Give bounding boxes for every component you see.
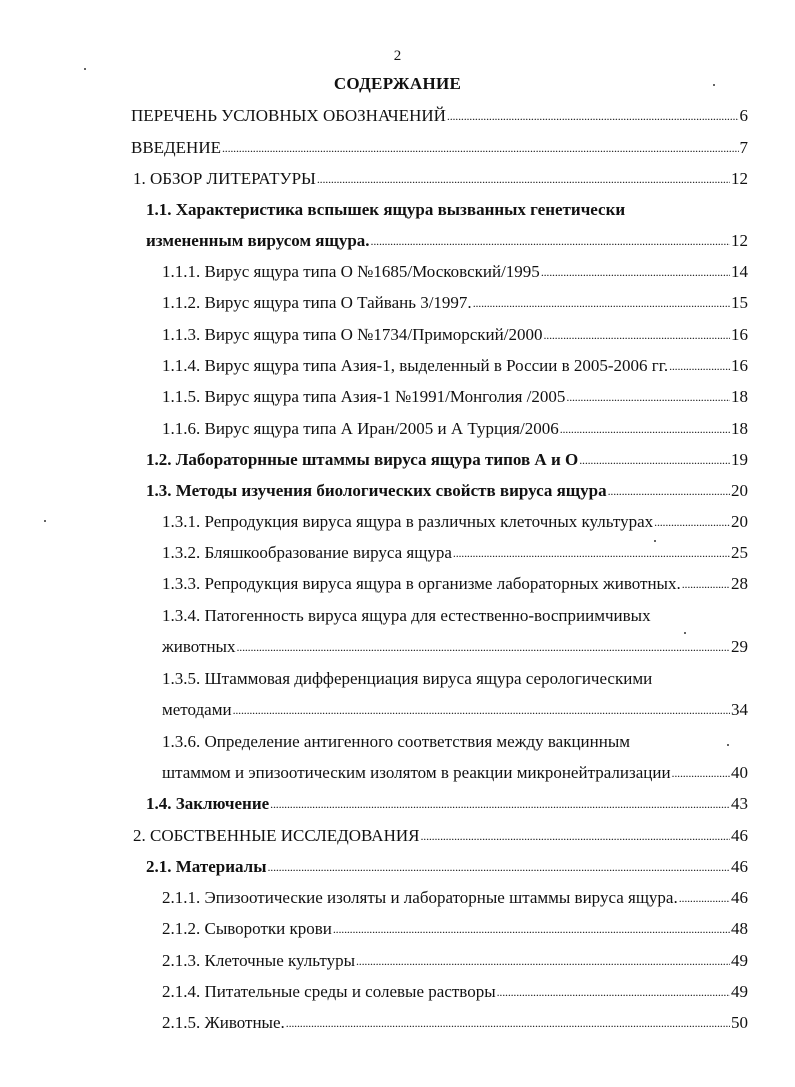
toc-entry [162, 1012, 748, 1034]
toc-entry-page: 40 [731, 763, 748, 782]
toc-leader [669, 354, 730, 377]
toc-entry [162, 386, 748, 408]
toc-entry-page: 48 [731, 919, 748, 938]
toc-entry-page: 18 [731, 387, 748, 406]
toc-entry [162, 668, 748, 690]
toc-leader [453, 541, 730, 564]
toc-leader [420, 824, 730, 847]
toc-entry-page: 12 [731, 169, 748, 188]
toc-entry-title: 1.4. Заключение [146, 794, 270, 813]
toc-entry [162, 918, 748, 940]
toc-entry [162, 324, 748, 346]
toc-entry-title: штаммом и эпизоотическим изолятом в реакции микронейтрализации [162, 763, 671, 782]
toc-leader [543, 323, 730, 346]
toc-leader [233, 698, 730, 721]
toc-entry-page: 43 [731, 794, 748, 813]
toc-entry-page: 14 [731, 262, 748, 281]
toc-entry [146, 480, 748, 502]
toc-entry-title: 1.3.5. Штаммовая дифференциация вируса ящура серологическими [162, 669, 653, 688]
toc-entry [162, 573, 748, 595]
toc-entry-title: 1.3.2. Бляшкообразование вируса ящура [162, 543, 452, 562]
toc-entry-title: 1.1.5. Вирус ящура типа Азия-1 №1991/Монголия /2005 [162, 387, 566, 406]
toc-entry [131, 105, 748, 127]
toc-entry [131, 137, 748, 159]
scan-speck [713, 84, 715, 86]
toc-leader [497, 980, 730, 1003]
toc-entry-title: 1.1.6. Вирус ящура типа А Иран/2005 и А Турция/2006 [162, 419, 559, 438]
toc-leader [286, 1011, 730, 1034]
toc-leader [356, 949, 730, 972]
toc-entry-title: 1.2. Лабораторнные штаммы вируса ящура типов А и О [146, 450, 579, 469]
toc-entry-page: 20 [731, 512, 748, 531]
toc-entry-title: 2.1.2. Сыворотки крови [162, 919, 332, 938]
toc-entry-page: 19 [731, 450, 748, 469]
toc-entry-page: 49 [731, 951, 748, 970]
toc-leader [672, 761, 730, 784]
page-number: 2 [393, 48, 402, 64]
toc-entry [146, 793, 748, 815]
toc-entry-title: 2. СОБСТВЕННЫЕ ИССЛЕДОВАНИЯ [133, 826, 420, 845]
toc-entry [162, 511, 748, 533]
toc-entry-title: ПЕРЕЧЕНЬ УСЛОВНЫХ ОБОЗНАЧЕНИЙ [131, 106, 446, 125]
scan-speck [654, 540, 656, 542]
toc-entry [162, 542, 748, 564]
toc-leader [608, 479, 730, 502]
toc-entry [162, 950, 748, 972]
toc-entry-title: 2.1.4. Питательные среды и солевые растворы [162, 982, 496, 1001]
toc-entry-title: ВВЕДЕНИЕ [131, 138, 221, 157]
toc-entry [162, 636, 748, 658]
toc-entry-page: 28 [731, 574, 748, 593]
toc-entry-page: 49 [731, 982, 748, 1001]
toc-entry-title: 1.3.1. Репродукция вируса ящура в различных клеточных культурах [162, 512, 654, 531]
toc-entry-page: 18 [731, 419, 748, 438]
scan-speck [727, 744, 729, 746]
toc-leader [566, 385, 730, 408]
toc-entry-page: 7 [739, 138, 748, 157]
toc-entry-title: 1.3.6. Определение антигенного соответствия между вакцинным [162, 732, 631, 751]
toc-entry [146, 199, 748, 221]
toc-leader [579, 448, 730, 471]
scan-speck [84, 68, 86, 70]
toc-entry-page: 25 [731, 543, 748, 562]
toc-leader [270, 792, 730, 815]
toc-entry [162, 355, 748, 377]
toc-entry [133, 168, 748, 190]
toc-leader [679, 886, 730, 909]
toc-entry-title: 1.1.4. Вирус ящура типа Азия-1, выделенный в России в 2005-2006 гг. [162, 356, 669, 375]
toc-entry-title: 1.3.3. Репродукция вируса ящура в организме лабораторных животных. [162, 574, 681, 593]
toc-entry [146, 856, 748, 878]
toc-leader [333, 917, 730, 940]
toc-entry-page: 16 [731, 356, 748, 375]
toc-entry [146, 449, 748, 471]
toc-entry-page: 20 [731, 481, 748, 500]
toc-entry-page: 16 [731, 325, 748, 344]
toc-entry-title: 2.1.5. Животные. [162, 1013, 285, 1032]
toc-entry-title: 2.1.3. Клеточные культуры [162, 951, 355, 970]
toc-entry-title: 1.1.3. Вирус ящура типа О №1734/Приморский/2000 [162, 325, 543, 344]
toc-entry-title: 1.1. Характеристика вспышек ящура вызванных генетически [146, 200, 626, 219]
toc-entry-title: измененным вирусом ящура. [146, 231, 370, 250]
toc-entry-page: 46 [731, 826, 748, 845]
toc-entry [133, 825, 748, 847]
toc-entry-title: 1.1.1. Вирус ящура типа О №1685/Московский/1995 [162, 262, 540, 281]
toc-entry-title: 1.1.2. Вирус ящура типа О Тайвань 3/1997. [162, 293, 472, 312]
toc-entry-title: 2.1. Материалы [146, 857, 267, 876]
toc-entry-page: 34 [731, 700, 748, 719]
toc-leader [267, 855, 730, 878]
toc-entry-page: 6 [739, 106, 748, 125]
toc-entry-page: 15 [731, 293, 748, 312]
toc-leader [682, 572, 730, 595]
toc-entry [146, 230, 748, 252]
toc-entry [162, 887, 748, 909]
toc-entry [162, 418, 748, 440]
toc-entry [162, 605, 748, 627]
toc-heading: СОДЕРЖАНИЕ [333, 74, 462, 93]
toc-entry-page: 46 [731, 888, 748, 907]
scan-speck [44, 520, 46, 522]
toc-leader [541, 260, 730, 283]
scan-speck [684, 632, 686, 634]
toc-entry-title: методами [162, 700, 232, 719]
toc-entry-page: 29 [731, 637, 748, 656]
toc-entry [162, 261, 748, 283]
toc-entry [162, 981, 748, 1003]
toc-entry-page: 46 [731, 857, 748, 876]
toc-leader [560, 417, 730, 440]
toc-entry-title: 2.1.1. Эпизоотические изоляты и лабораторные штаммы вируса ящура. [162, 888, 678, 907]
toc-entry [162, 699, 748, 721]
toc-leader [222, 136, 739, 159]
toc-entry [162, 762, 748, 784]
toc-entry-page: 50 [731, 1013, 748, 1032]
toc-leader [236, 635, 730, 658]
toc-entry-title: 1.3. Методы изучения биологических свойств вируса ящура [146, 481, 607, 500]
toc-entry-title: 1. ОБЗОР ЛИТЕРАТУРЫ [133, 169, 316, 188]
toc-leader [371, 229, 730, 252]
toc-leader [317, 167, 730, 190]
toc-leader [473, 291, 730, 314]
toc-entry [162, 292, 748, 314]
toc-entry [162, 731, 748, 753]
toc-entry-page: 12 [731, 231, 748, 250]
toc-entry-title: 1.3.4. Патогенность вируса ящура для естественно-восприимчивых [162, 606, 651, 625]
toc-leader [447, 104, 739, 127]
toc-entry-title: животных [162, 637, 236, 656]
toc-leader [654, 510, 730, 533]
